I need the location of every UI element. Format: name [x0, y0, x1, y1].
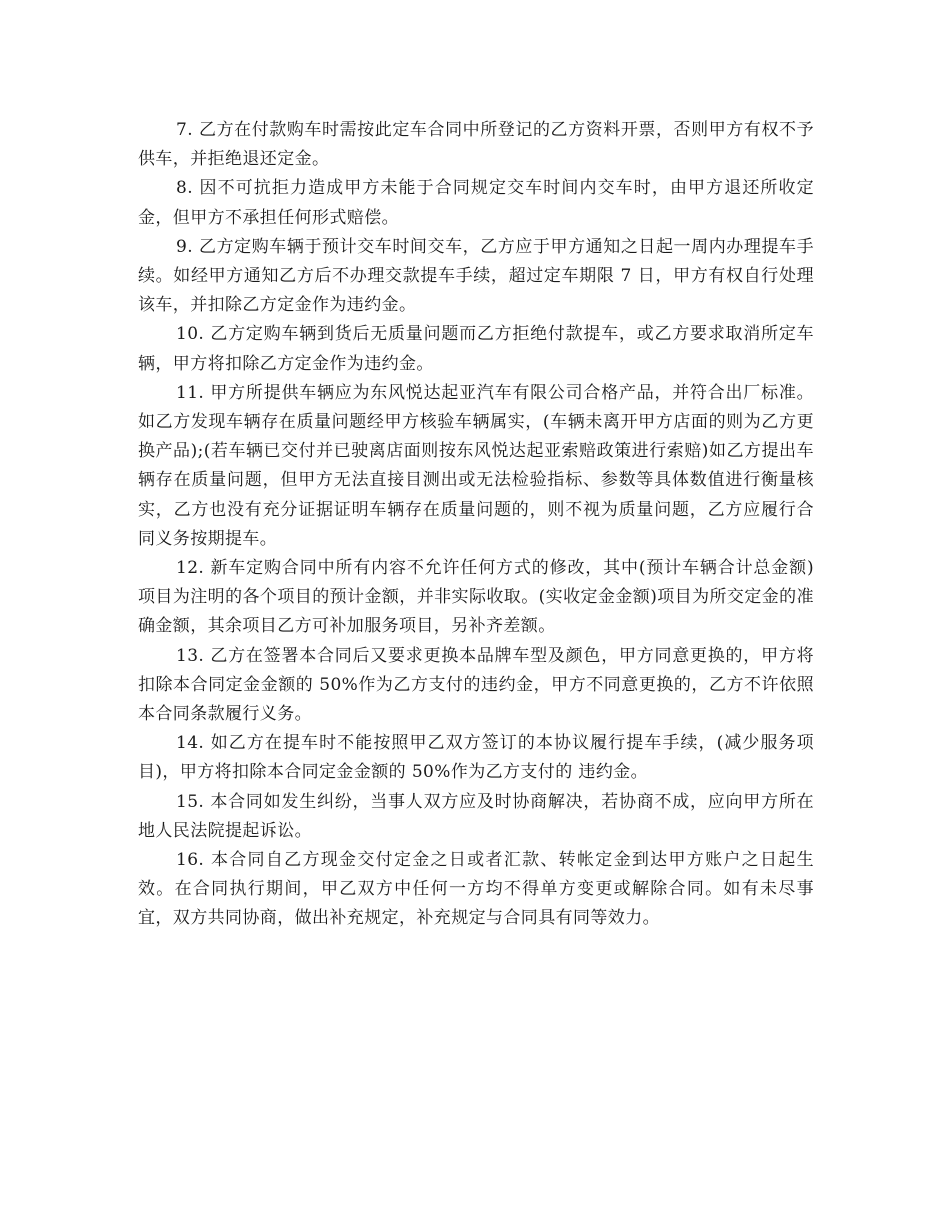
clause-13: 13. 乙方在签署本合同后又要求更换本品牌车型及颜色，甲方同意更换的，甲方将扣除本合同定金金额的 50%作为乙方支付的违约金，甲方不同意更换的，乙方不许依照本合同条款履行义务。	[138, 645, 814, 725]
clause-14: 14. 如乙方在提车时不能按照甲乙双方签订的本协议履行提车手续，(减少服务项目)，甲方将扣除本合同定金金额的 50%作为乙方支付的 违约金。	[138, 733, 814, 783]
clause-11: 11. 甲方所提供车辆应为东风悦达起亚汽车有限公司合格产品，并符合出厂标准。如乙方发现车辆存在质量问题经甲方核验车辆属实，(车辆未离开甲方店面的则为乙方更换产品);(若车辆已交付并已驶离店面则按东风悦达起亚索赔政策进行索赔)如乙方提出车辆存在质量问题，但甲方无法直接目测出或无法检验指标、参数等具体数值进行衡量核实，乙方也没有充分证据证明车辆存在质量问题的，则不视为质量问题，乙方应履行合同义务按期提车。	[138, 382, 814, 549]
clause-9: 9. 乙方定购车辆于预计交车时间交车，乙方应于甲方通知之日起一周内办理提车手续。如经甲方通知乙方后不办理交款提车手续，超过定车期限 7 日，甲方有权自行处理该车，并扣除乙方定金作为违约金。	[138, 236, 814, 316]
clause-8: 8. 因不可抗拒力造成甲方未能于合同规定交车时间内交车时，由甲方退还所收定金，但甲方不承担任何形式赔偿。	[138, 178, 814, 228]
clause-15: 15. 本合同如发生纠纷，当事人双方应及时协商解决，若协商不成，应向甲方所在地人民法院提起诉讼。	[138, 791, 814, 841]
clause-12: 12. 新车定购合同中所有内容不允许任何方式的修改，其中(预计车辆合计总金额)项目为注明的各个项目的预计金额，并非实际收取。(实收定金金额)项目为所交定金的准确金额，其余项目乙方可补加服务项目，另补齐差额。	[138, 558, 814, 637]
clause-7: 7. 乙方在付款购车时需按此定车合同中所登记的乙方资料开票，否则甲方有权不予供车，并拒绝退还定金。	[138, 120, 814, 170]
contract-clauses	[138, 116, 814, 934]
clause-10: 10. 乙方定购车辆到货后无质量问题而乙方拒绝付款提车，或乙方要求取消所定车辆，甲方将扣除乙方定金作为违约金。	[138, 324, 814, 374]
clause-16: 16. 本合同自乙方现金交付定金之日或者汇款、转帐定金到达甲方账户之日起生效。在合同执行期间，甲乙双方中任何一方均不得单方变更或解除合同。如有未尽事宜，双方共同协商，做出补充规定，补充规定与合同具有同等效力。	[138, 850, 814, 929]
